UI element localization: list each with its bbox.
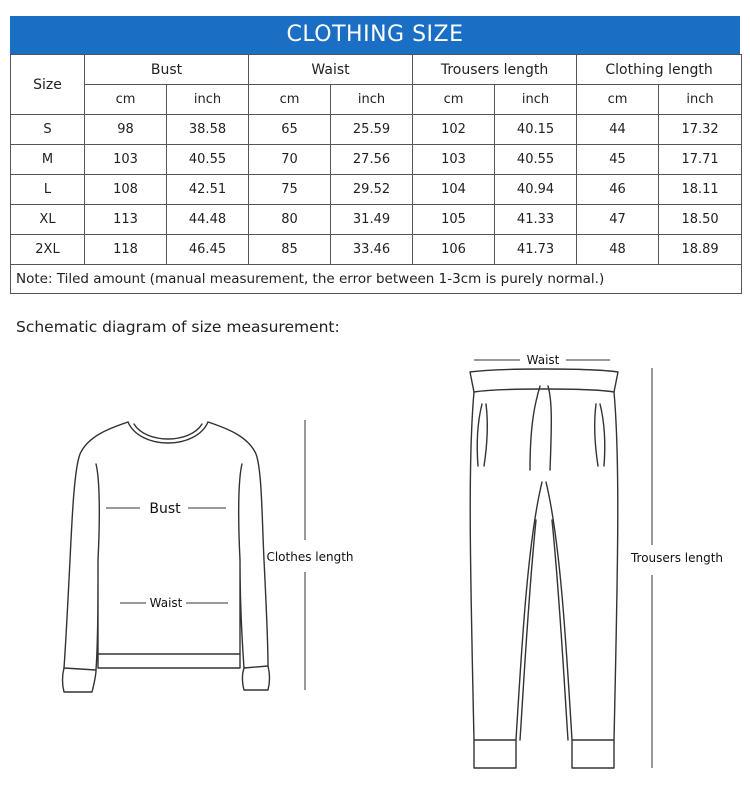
table-title: CLOTHING SIZE xyxy=(10,16,740,54)
table-cell: 27.56 xyxy=(331,145,413,175)
table-cell: 40.15 xyxy=(495,115,577,145)
table-cell: 108 xyxy=(85,175,167,205)
table-cell: 33.46 xyxy=(331,235,413,265)
table-cell: 106 xyxy=(413,235,495,265)
trousers-length-label: Trousers length xyxy=(630,551,724,565)
table-cell: 103 xyxy=(85,145,167,175)
table-cell: 44.48 xyxy=(167,205,249,235)
table-cell: 40.55 xyxy=(495,145,577,175)
size-header: Size xyxy=(11,55,85,115)
table-cell: 118 xyxy=(85,235,167,265)
note-text: Note: Tiled amount (manual measurement, the error between 1-3cm is purely normal.) xyxy=(11,265,742,294)
table-cell: 18.50 xyxy=(659,205,742,235)
unit-header: inch xyxy=(331,85,413,115)
table-cell: 47 xyxy=(577,205,659,235)
group-header: Bust xyxy=(85,55,249,85)
trousers-measure-lines xyxy=(474,360,652,768)
group-header: Clothing length xyxy=(577,55,742,85)
table-cell: 17.32 xyxy=(659,115,742,145)
table-cell: 102 xyxy=(413,115,495,145)
table-cell: 25.59 xyxy=(331,115,413,145)
table-cell: 105 xyxy=(413,205,495,235)
size-cell: S xyxy=(11,115,85,145)
unit-header: cm xyxy=(249,85,331,115)
sweater-waist-label: Waist xyxy=(149,596,183,610)
table-cell: 46 xyxy=(577,175,659,205)
unit-header: cm xyxy=(85,85,167,115)
size-cell: L xyxy=(11,175,85,205)
table-cell: 70 xyxy=(249,145,331,175)
size-cell: 2XL xyxy=(11,235,85,265)
table-cell: 42.51 xyxy=(167,175,249,205)
table-cell: 113 xyxy=(85,205,167,235)
table-cell: 41.33 xyxy=(495,205,577,235)
schematic-title: Schematic diagram of size measurement: xyxy=(16,318,340,336)
table-cell: 75 xyxy=(249,175,331,205)
sweater-illustration xyxy=(63,422,270,692)
table-cell: 48 xyxy=(577,235,659,265)
bust-label: Bust xyxy=(149,501,181,517)
table-cell: 98 xyxy=(85,115,167,145)
table-cell: 31.49 xyxy=(331,205,413,235)
unit-header: cm xyxy=(413,85,495,115)
table-cell: 65 xyxy=(249,115,331,145)
table-cell: 29.52 xyxy=(331,175,413,205)
size-cell: M xyxy=(11,145,85,175)
table-cell: 40.94 xyxy=(495,175,577,205)
trousers-waist-label: Waist xyxy=(526,353,560,367)
table-cell: 80 xyxy=(249,205,331,235)
group-header: Waist xyxy=(249,55,413,85)
table-cell: 45 xyxy=(577,145,659,175)
table-cell: 38.58 xyxy=(167,115,249,145)
table-cell: 104 xyxy=(413,175,495,205)
group-header: Trousers length xyxy=(413,55,577,85)
table-cell: 40.55 xyxy=(167,145,249,175)
unit-header: inch xyxy=(167,85,249,115)
unit-header: inch xyxy=(495,85,577,115)
table-cell: 17.71 xyxy=(659,145,742,175)
unit-header: cm xyxy=(577,85,659,115)
size-cell: XL xyxy=(11,205,85,235)
table-cell: 85 xyxy=(249,235,331,265)
trousers-illustration xyxy=(470,369,618,768)
unit-header: inch xyxy=(659,85,742,115)
table-cell: 18.89 xyxy=(659,235,742,265)
table-cell: 44 xyxy=(577,115,659,145)
table-cell: 103 xyxy=(413,145,495,175)
table-cell: 46.45 xyxy=(167,235,249,265)
clothes-length-label: Clothes length xyxy=(266,550,354,564)
table-cell: 41.73 xyxy=(495,235,577,265)
table-cell: 18.11 xyxy=(659,175,742,205)
